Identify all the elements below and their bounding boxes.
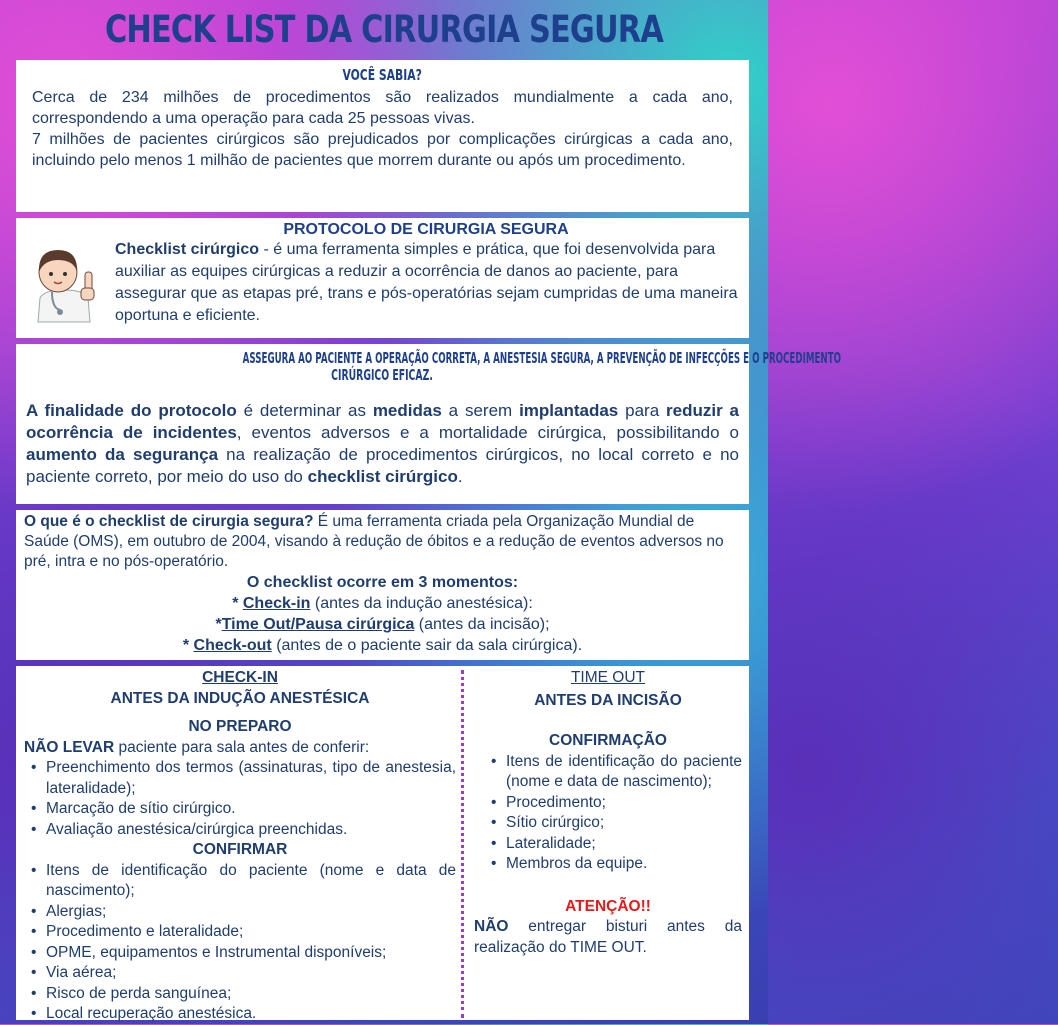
list-item: • Procedimento e lateralidade; xyxy=(24,922,456,943)
assegura-heading: ASSEGURA AO PACIENTE A OPERAÇÃO CORRETA, A ANESTESIA SEGURA, A PREVENÇÃO DE INFECÇÕES E O PROCEDIMENTO CIRÚRGICO EFICAZ. xyxy=(242,349,842,384)
no-preparo-heading: NO PREPARO xyxy=(188,718,292,735)
nurse-illustration-icon xyxy=(28,238,100,322)
protocolo-panel xyxy=(16,218,749,338)
oque-paragraph: O que é o checklist de cirurgia segura? É uma ferramenta criada pela Organização Mundial de Saúde (OMS), em outubro de 2004, visando à redução de óbitos e a redução de eventos adversos no pré, intra e no pós-operatório. xyxy=(24,513,724,570)
finalidade-paragraph: A finalidade do protocolo é determinar as medidas a serem implantadas para reduzir a ocorrência de incidentes, eventos adversos e a mortalidade cirúrgica, possibilitando o aumento da segurança na realização de procedimentos cirúrgicos, no local correto e no paciente correto, por meio do uso do checklist cirúrgico. xyxy=(26,401,740,486)
momentos-heading: O checklist ocorre em 3 momentos: xyxy=(246,574,519,591)
list-item: • Membros da equipe. xyxy=(484,854,742,875)
check-in-subtitle: ANTES DA INDUÇÃO ANESTÉSICA xyxy=(110,689,370,707)
nao-levar-text: NÃO LEVAR paciente para sala antes de conferir: xyxy=(24,738,370,756)
voce-sabia-paragraph-1: Cerca de 234 milhões de procedimentos são realizados mundialmente a cada ano, correspondendo a uma operação para cada 25 pessoas vivas. xyxy=(32,89,733,127)
list-item: • Sítio cirúrgico; xyxy=(484,813,742,834)
voce-sabia-heading: VOCÊ SABIA? xyxy=(342,66,423,84)
atencao-label: ATENÇÃO!! xyxy=(565,897,651,915)
time-out-column xyxy=(474,666,742,958)
column-divider xyxy=(461,670,464,1018)
list-item: • OPME, equipamentos e Instrumental disponíveis; xyxy=(24,943,456,964)
time-out-subtitle: ANTES DA INCISÃO xyxy=(534,691,682,709)
voce-sabia-panel xyxy=(16,60,749,212)
protocolo-text: Checklist cirúrgico - é uma ferramenta simples e prática, que foi desenvolvida para auxiliar as equipes cirúrgicas a reduzir a ocorrência de danos ao paciente, para assegurar que as etapas pré, trans e pós-operatórias sejam cumpridas de uma maneira oportuna e eficiente. xyxy=(115,241,738,324)
momento-check-in: * Check-in (antes da indução anestésica): xyxy=(232,595,533,612)
list-item: • Preenchimento dos termos (assinaturas, tipo de anestesia, lateralidade); xyxy=(24,758,456,799)
list-item: • Local recuperação anestésica. xyxy=(24,1004,456,1025)
list-item: • Via aérea; xyxy=(24,963,456,984)
momento-check-out: * Check-out (antes de o paciente sair da sala cirúrgica). xyxy=(182,637,583,654)
confirmar-heading: CONFIRMAR xyxy=(192,841,288,858)
protocolo-heading: PROTOCOLO DE CIRURGIA SEGURA xyxy=(283,221,569,238)
list-item: • Lateralidade; xyxy=(484,834,742,855)
list-item: • Marcação de sítio cirúrgico. xyxy=(24,799,456,820)
list-item: • Alergias; xyxy=(24,902,456,923)
momento-time-out: *Time Out/Pausa cirúrgica (antes da incisão); xyxy=(215,616,550,633)
page-title: CHECK LIST DA CIRURGIA SEGURA xyxy=(104,8,664,51)
confirmacao-list xyxy=(484,752,742,875)
check-in-column xyxy=(24,666,456,1025)
list-item: • Procedimento; xyxy=(484,793,742,814)
atencao-text: NÃO entregar bisturi antes da realização do TIME OUT. xyxy=(474,918,742,956)
voce-sabia-paragraph-2: 7 milhões de pacientes cirúrgicos são prejudicados por complicações cirúrgicas a cada ano, incluindo pelo menos 1 milhão de pacientes que morrem durante ou após um procedimento. xyxy=(32,131,733,169)
time-out-title: TIME OUT xyxy=(570,669,646,686)
etapas-panel xyxy=(16,666,749,1020)
list-item: • Itens de identificação do paciente (nome e data de nascimento); xyxy=(24,861,456,902)
checklist-term: Checklist cirúrgico xyxy=(115,241,260,258)
assegura-panel xyxy=(16,344,842,504)
list-item: • Risco de perda sanguínea; xyxy=(24,984,456,1005)
check-in-title: CHECK-IN xyxy=(202,669,278,686)
confirmacao-heading: CONFIRMAÇÃO xyxy=(549,732,667,749)
list-item: • Avaliação anestésica/cirúrgica preenchidas. xyxy=(24,820,456,841)
oque-panel xyxy=(16,510,749,660)
list-item: • Itens de identificação do paciente (nome e data de nascimento); xyxy=(484,752,742,793)
confirmar-list xyxy=(24,861,456,1025)
preparo-list xyxy=(24,758,456,840)
